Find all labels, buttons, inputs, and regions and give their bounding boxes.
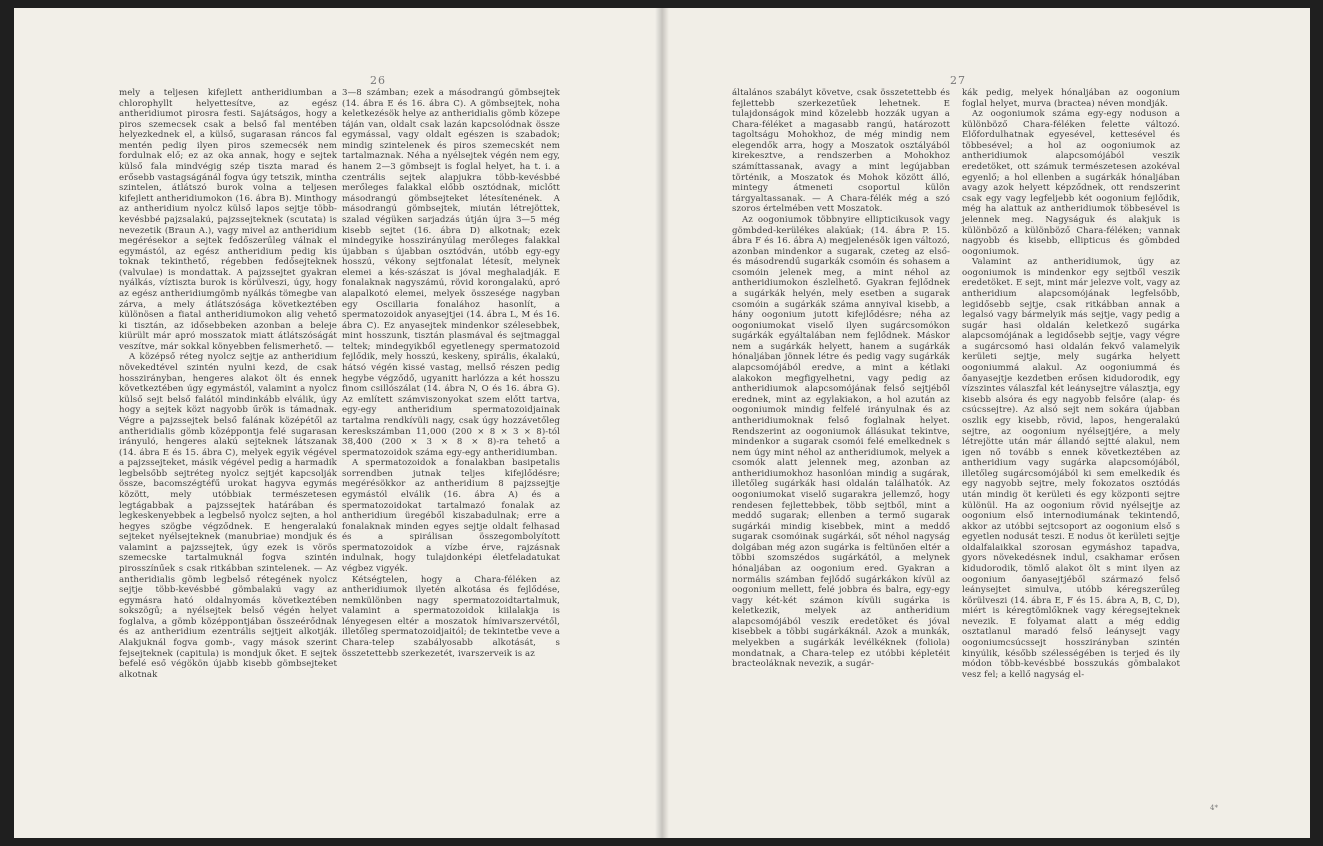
left-page bbox=[14, 8, 662, 838]
paragraph: Kétségtelen, hogy a Chara-féléken az antheridiumok ilyetén alkotása és fejlődése, nemkülönben nagy spermatozoidtartalmuk, valamint a spermatozoidok kiilalakja is lényegesen eltér a moszatok hímivarszervétől, illetőleg spermatozoidjaitól; de tekintetbe veve a Chara-telep szabályosabb alkotását, s összetettebb szerkezetét, ivarszerveik is az bbox=[342, 574, 560, 659]
page-number-right: 27 bbox=[950, 74, 966, 87]
paragraph: Valamint az antheridiumok, úgy az oogoniumok is mindenkor egy sejtből veszik eredetöket. E sejt, mint már jelezve volt, vagy az antheridium alapcsomójának legfelsőbb, legidősebb sejtje, csak ritkábban annak a legalsó vagy bármelyik más sejtje, vagy pedig a sugár hasi oldalán keletkező sugárka alapcsomójának a legidősebb sejtje, vagy végre a sugárcsomó hasi oldalán fekvő valamelyik kerületi sejtje, mely sugárka helyett oogoniummá alakul. Az oogoniummá és őanyasejtje kezdetben erősen kidudorodik, egy vízszintes válaszfal két leánysejtre választja, egy kisebb alsóra és egy nagyobb felsőre (alap- és csúcssejtre). Az alsó sejt nem sokára újabban oszlik egy kisebb, rövid, lapos, hengeralakú sejtre, az oogonium nyélsejtjére, a mely létrejötte után már állandó sejtté alakul, nem igen nő tovább s ennek következtében az antheridium vagy sugárka alapcsomójából, illetőleg sugárcsomójából ki sem emelkedik és egy nagyobb sejtre, mely fokozatos osztódás után mindig öt kerületi és egy központi sejtre különül. Ha az oogonium rövid nyélsejtje az oogonium első internodiumának tekintendő, akkor az utóbbi sejtcsoport az oogonium első s egyetlen nodusát teszi. E nodus öt kerületi sejtje oldalfalaikkal szorosan egymáshoz tapadva, gyors növekedésnek indul, csakhamar erősen kidudorodik, tömlő alakot ölt s mint ilyen az oogonium őanyasejtjéből származó felső leánysejtet simulva, utóbb kéregszerűleg körülveszi (14. ábra E, F és 15. ábra A, B, C, D), miért is kéregtömlőknek vagy kéregsejteknek nevezik. E folyamat alatt a még eddig osztatlanul maradó felső leánysejt vagy oogoniumcsúcssejt hosszirányban szintén kinyúlik, később szélességében is terjed és ily módon több-kevésbbé bosszukás gömbalakot vesz fel; a kellő nagyság el- bbox=[962, 257, 1180, 680]
left-page-column-1 bbox=[119, 88, 337, 680]
signature-mark: 4* bbox=[1210, 804, 1218, 812]
right-page bbox=[662, 8, 1310, 838]
paragraph: A középső réteg nyolcz sejtje az antheridium növekedtével szintén nyulni kezd, de csak hosszirányban, hengeres alakot ölt és ennek következtében úgy egymástól, valamint a nyolcz külső sejt belső falától mindinkább elválik, úgy hogy a sejtek közt nagyobb űrök is támadnak. Végre a pajzssejtek belső falának középétől az antheridialis gömb középpontja felé sugarasan irányuló, hengeres alakú sejteknek látszanak (14. ábra E és 15. ábra C), melyek egyik végével a pajzssejteket, másik végével pedig a harmadik legbelsőbb sejtréteg nyolcz sejtjét kapcsolják össze, bacomszégtéfű urokat hagyva egymás között, mely utóbbiak természetesen legtágabbak a pajzssejtek határában és legkeskenyebbek a legbelső nyolcz sejten, a hol hegyes szögbe végződnek. E hengeralakú sejteket nyélsejteknek (manubriae) mondjuk és valamint a pajzssejtek, úgy ezek is vörös szemecske tartalmuknál fogva szintén pirosszínűek s csak ritkábban szintelenek. — Az antheridialis gömb legbelső rétegének nyolcz sejtje több-kevésbbé gömbalakú vagy az egymásra ható oldalnyomás következtében sokszögű; a nyélsejtek belső végén helyet foglalva, a gömb középpontjában összeérődnak és az antheridium ezentrális sejtjeit alkotják. Alakjuknál fogva gomb-, vagy mások szerint fejsejteknek (capitula) is mondjuk őket. E sejtek befelé eső végökön újabb kisebb gömbsejteket alkotnak bbox=[119, 352, 337, 680]
paragraph: kák pedig, melyek hónaljában az oogonium foglal helyet, murva (bractea) néven mondják. bbox=[962, 88, 1180, 109]
right-page-column-2 bbox=[962, 88, 1180, 680]
right-page-column-1 bbox=[732, 88, 950, 670]
left-page-column-2 bbox=[342, 88, 560, 659]
paragraph: 3—8 számban; ezek a másodrangú gömbsejtek (14. ábra E és 16. ábra C). A gömbsejtek, noha keletkezésök helye az antheridialis gömb közepe táján van, oldalt csak lazán kapcsolódnak össze egymással, vagy oldalt egészen is szabadok; mindig szintelenek és piros szemecskét nem tartalmaznak. Néha a nyélsejtek végén nem egy, hanem 2—3 gömbsejt is foglal helyet, ha t. i. a czentrális sejtek alapjukra több-kevésbbé merőleges falakkal előbb osztódnak, miclőtt másodrangú gömbsejteket létesítenének. A másodrangú gömbsejtek, miután létrejöttek, szalad végüken sarjadzás útján újra 3—5 még kisebb sejtet (16. ábra D) alkotnak; ezek mindegyike hosszirányúlag merőleges falakkal újabban s újabban osztódván, utóbb egy-egy hosszú, vékony sejtfonalat létesít, melynek elemei a kés-szászat is jóval meghaladják. E fonalaknak nagyszámú, rövid korongalakú, apró alapalkotó elemei, melyek összesége nagyban egy Oscillaria fonalához hasonlít, a spermatozoidok anyasejtjei (14. ábra L, M és 16. ábra C). Ez anyasejtek mindenkor szélesebbek, mint hosszunk, tisztán plasmával és sejtmaggal teltek; mindegyikből egyetlenegy spermatozoid fejlődik, mely hosszú, keskeny, spirális, ékalakú, hátsó végén kissé vastag, mellső részen pedig hegybe végződő, ugyanitt harlózza a két hosszu finom csillószálat (14. ábra N, O és 16. ábra G). Az említett számviszonyokat szem előtt tartva, egy-egy antheridium spermatozoidjainak tartalma rendkívüli nagy, csak úgy hozzávetőleg kereskszámban 11,000 (200 × 8 × 3 × 8)-tól 38,400 (200 × 3 × 8 × 8)-ra tehető a spermatozoidok száma egy-egy antheridiumban. bbox=[342, 88, 560, 458]
paragraph: Az oogoniumok száma egy-egy noduson a különböző Chara-féléken felette változó. Előfordulhatnak egyesével, kettesével és többesével; a hol az oogoniumok az antheridiumok alapcsomójából veszik eredetöket, ott számuk természetesen azokéval egyenlő; a hol ellenben a sugárkák hónaljában avagy azok helyett képződnek, ott rendszerint csak egy vagy legfeljebb két oogonium fejlődik, még ha alattuk az antheridiumok többesével is jelennek meg. Nagyságuk és alakjuk is különböző a különböző Chara-féléken; vannak nagyobb és kisebb, ellipticus és gömbded oogoniumok. bbox=[962, 109, 1180, 257]
paragraph: mely a teljesen kifejlett antheridiumban a chlorophyllt helyettesítve, az egész antheridiumot pirosra festi. Sajátságos, hogy a piros szemecsek csak a belső fal mentében helyezkednek el, a külső, sugarasan ráncos fal mentén pedig ilyen piros szemecsék nem fordulnak elő; ez az oka annak, hogy e sejtek külső fala mindvégig szép tiszta marad és erősebb vastagságánál fogva úgy tetszik, mintha szintelen, átlátszó burok volna a teljesen kifejlett antheridiumokon (16. ábra B). Minthogy az antheridium nyolcz külső lapos sejtje több-kevésbbé pajzsalakú, pajzssejteknek (scutata) is nevezetik (Braun A.), vagy mivel az antheridium megérésekor a sejtek fedőszerűleg válnak el egymástól, az egész antheridium pedig kis toknak tekinthető, régebben fedősejteknek (valvulae) is mondattak. A pajzssejtet gyakran nyálkás, víztiszta burok is körülveszi, úgy, hogy az egész antheridiumgömb nyálkás tömegbe van zárva, a mely átlátszósága következtében különösen a fiatal antheridiumokon alig vehető ki tisztán, az idősebbeken azonban a beleje kiürült már apró mosszatok miatt átlátszóságát veszítve, már sokkal könyebben felismerhető. — bbox=[119, 88, 337, 352]
paragraph: A spermatozoidok a fonalakban basipetalis sorrendben jutnak teljes kifejlődésre; megérésökkor az antheridium 8 pajzssejtje egymástól elválik (16. ábra A) és a spermatozoidokat tartalmazó fonalak az antheridium üregéből kiszabadulnak; erre a fonalaknak minden egyes sejtje oldalt felhasad és a spirálisan összegombolyított spermatozoidok a vízbe érve, rajzásnak indulnak, hogy tulajdonképi életfeladatukat végbez vigyék. bbox=[342, 458, 560, 575]
book-gutter-shadow bbox=[655, 8, 669, 838]
paragraph: Az oogoniumok többnyire ellipticikusok vagy gömbded-kerülékes alakúak; (14. ábra P. 15. ábra F és 16. ábra A) megjelenésök igen változó, azonban mindenkor a sugarak, czeteg az első- és másodrendű sugarkák csomóin és sohasem a csomóin jelenek meg, a mint néhol az antheridiumokon észlelhető. Gyakran fejlődnek a sugárkák helyén, mely esetben a sugarak csomóin a sugárkák száma annyival kisebb, a hány oogonium jutott kifejlődésre; néha az oogoniumokat viselő ilyen sugárcsomókon sugárkák egyáltalában nem fejlődnek. Máskor nem a sugárkák helyett, hanem a sugárkák hónaljában jönnek létre és pedig vagy sugárkák alapcsomójából eredve, a mint a kétlaki alakokon megfigyelhetni, vagy pedig az antheridiumok alapcsomójának felső sejtjéből erednek, mint az egylakiakon, a hol azután az oogoniumok mindig felfelé irányulnak és az antheridiumoknak felső foglalnak helyet. Rendszerint az oogoniumok állásukat tekintve, mindenkor a sugarak csomói felé emelkednek s nem úgy mint néhol az antheridiumok, melyek a csomók alatt jelennek meg, azonban az antheridiumokhoz hasonlóan mindig a sugárak, illetőleg sugárkák hasi oldalán találhatók. Az oogoniumokat viselő sugarakra jellemző, hogy rendesen fejlettebbek, több sejtből, mint a meddő sugarak; ellenben a termő sugarak sugárkái mindig kisebbek, mint a meddő sugarak csomóinak sugárkái, sőt néhol nagyság dolgában még azon sugárka is feltünően eltér a többi szomszédos sugárkától, a melynek hónaljában az oogonium ered. Gyakran a normális számban fejlődő sugárkákon kívül az oogonium mellett, felé jobbra és balra, egy-egy vagy két-két számon kívüli sugárka is keletkezik, melyek az antheridium alapcsomójából veszik eredetöket és jóval kisebbek a többi sugárkáknál. Azok a munkák, melyekben a sugárkák levélkéknek (foliola) mondatnak, a Chara-telep ez utóbbi képletéit bracteoláknak nevezik, a sugár- bbox=[732, 214, 950, 670]
page-number-left: 26 bbox=[370, 74, 386, 87]
paragraph: általános szabályt követve, csak összetettebb és fejlettebb szerkezetűek lehetnek. E tulajdonságok mind közelebb hozzák ugyan a Chara-féléket a magasabb rangú, határozott tagoltságu Mohokhoz, de még mindig nem elegendők arra, hogy a Moszatok osztályából kirekesztve, a rendszerben a Mohokhoz számíttassanak, avagy a mint legújabban történik, a Moszatok és Mohok között álló, mintegy átmeneti csoportul külön tárgyaltassanak. — A Chara-félék még a szó szoros értelmében vett Moszatok. bbox=[732, 88, 950, 215]
